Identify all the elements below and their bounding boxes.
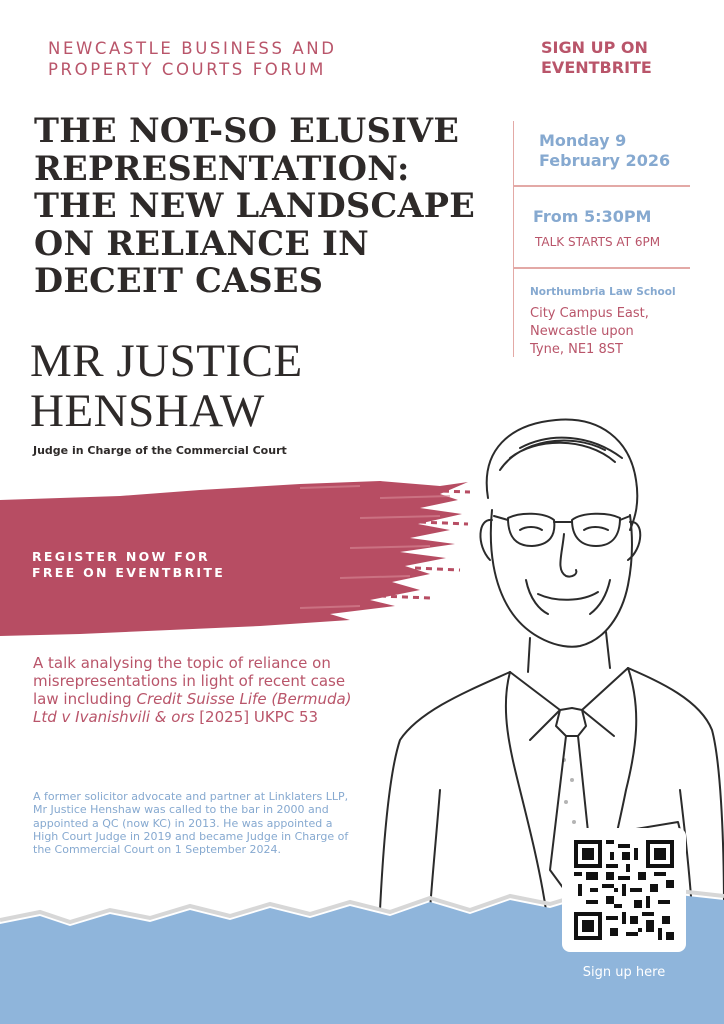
register-eventbrite-button[interactable]: REGISTER NOW FOR FREE ON EVENTBRITE xyxy=(32,549,226,580)
divider xyxy=(514,185,690,187)
abstract-citation: [2025] UKPC 53 xyxy=(194,708,319,726)
qr-code-icon xyxy=(574,840,674,940)
talk-title: THE NOT-SO ELUSIVE REPRESENTATION: THE NEW LANDSCAPE ON RELIANCE IN DECEIT CASES xyxy=(34,111,476,300)
speaker-role: Judge in Charge of the Commercial Court xyxy=(33,444,287,457)
talk-start-time: TALK STARTS AT 6PM xyxy=(535,235,661,249)
event-date: Monday 9 February 2026 xyxy=(539,131,671,170)
divider xyxy=(514,267,690,269)
speaker-bio: A former solicitor advocate and partner at Linklaters LLP, Mr Justice Henshaw was called to the bar in 2000 and appointed a QC (now KC) in 2013. He was appointed a High Court Judge in 2019 and became Judge in Charge of the Commercial Court on 1 September 2024. xyxy=(33,790,349,857)
venue-name: Northumbria Law School xyxy=(530,286,676,298)
talk-abstract xyxy=(33,654,373,726)
case-name: Credit Suisse Life (Bermuda) Ltd v Ivanishvili & ors xyxy=(33,690,352,726)
forum-name: NEWCASTLE BUSINESS AND PROPERTY COURTS FORUM xyxy=(48,39,337,79)
signup-eventbrite-link[interactable]: SIGN UP ON EVENTBRITE xyxy=(541,38,652,77)
qr-caption: Sign up here xyxy=(582,965,666,980)
event-time: From 5:30PM xyxy=(533,207,652,226)
venue-address: City Campus East, Newcastle upon Tyne, NE1 8ST xyxy=(530,306,649,357)
speaker-name: MR JUSTICE HENSHAW xyxy=(30,335,303,437)
abstract-text: A talk analysing the topic of reliance on misrepresentations in light of recent case law including xyxy=(33,654,346,708)
qr-code-card[interactable] xyxy=(562,828,686,952)
